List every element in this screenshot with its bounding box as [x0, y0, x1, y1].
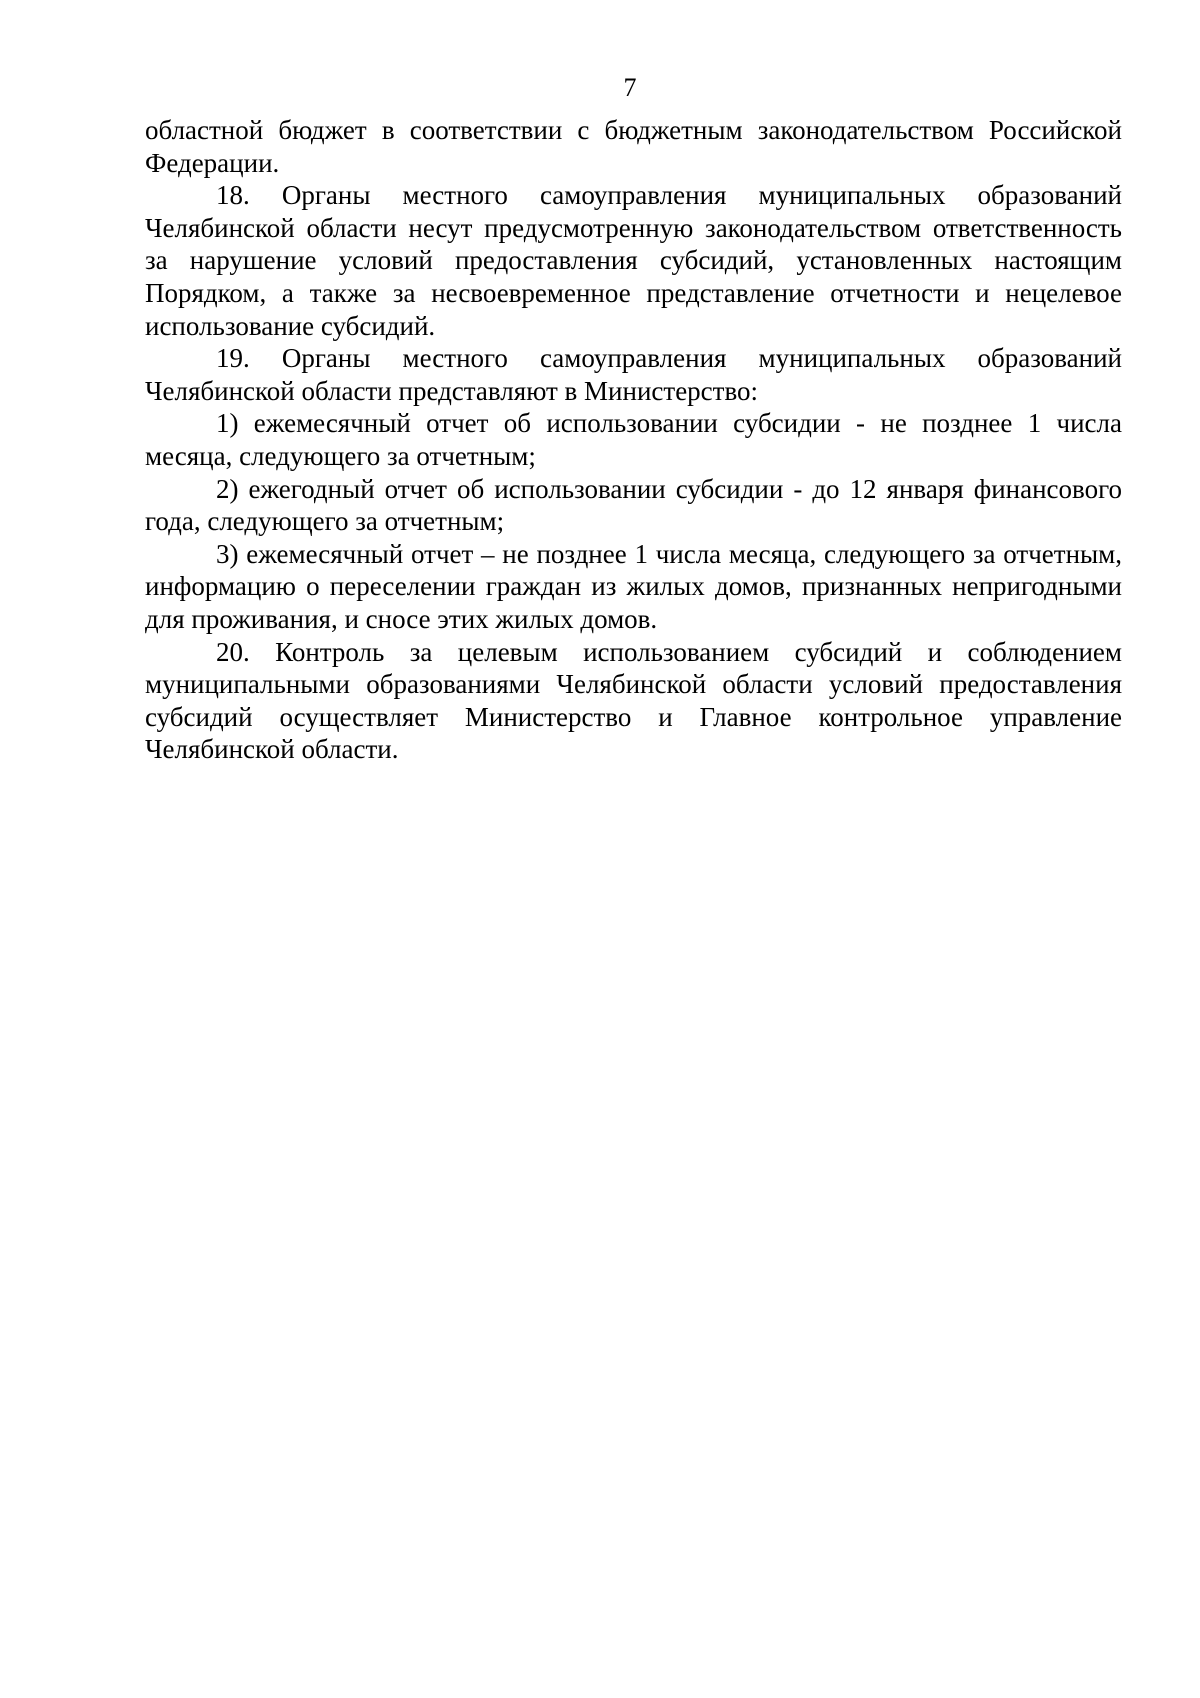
paragraph-item-19: 19. Органы местного самоуправления муниципальных образований Челябинской области представляют в Министерство: — [145, 343, 1122, 406]
paragraph-subitem-2: 2) ежегодный отчет об использовании субсидии - до 12 января финансового года, следующего за отчетным; — [145, 473, 1122, 537]
paragraph-item-20: 20. Контроль за целевым использованием субсидий и соблюдением муниципальными образованиями Челябинской области условий предоставления субсидий осуществляет Министерство и Главное контрольное управление Челябинской области. — [145, 636, 1122, 765]
paragraph-continuation: областной бюджет в соответствии с бюджетным законодательством Российской Федерации. — [145, 115, 1122, 178]
document-body — [145, 114, 1122, 766]
page-number: 7 — [623, 73, 637, 102]
paragraph-item-18: 18. Органы местного самоуправления муниципальных образований Челябинской области несут предусмотренную законодательством ответственность за нарушение условий предоставления субсидий, установленных настоящим Порядком, а также за несвоевременное представление отчетности и нецелевое использование субсидий. — [145, 180, 1122, 341]
paragraph-subitem-1: 1) ежемесячный отчет об использовании субсидии - не позднее 1 числа месяца, следующего за отчетным; — [145, 408, 1122, 471]
paragraph-subitem-3: 3) ежемесячный отчет – не позднее 1 числа месяца, следующего за отчетным, информацию о переселении граждан из жилых домов, признанных непригодными для проживания, и сносе этих жилых домов. — [145, 538, 1122, 634]
